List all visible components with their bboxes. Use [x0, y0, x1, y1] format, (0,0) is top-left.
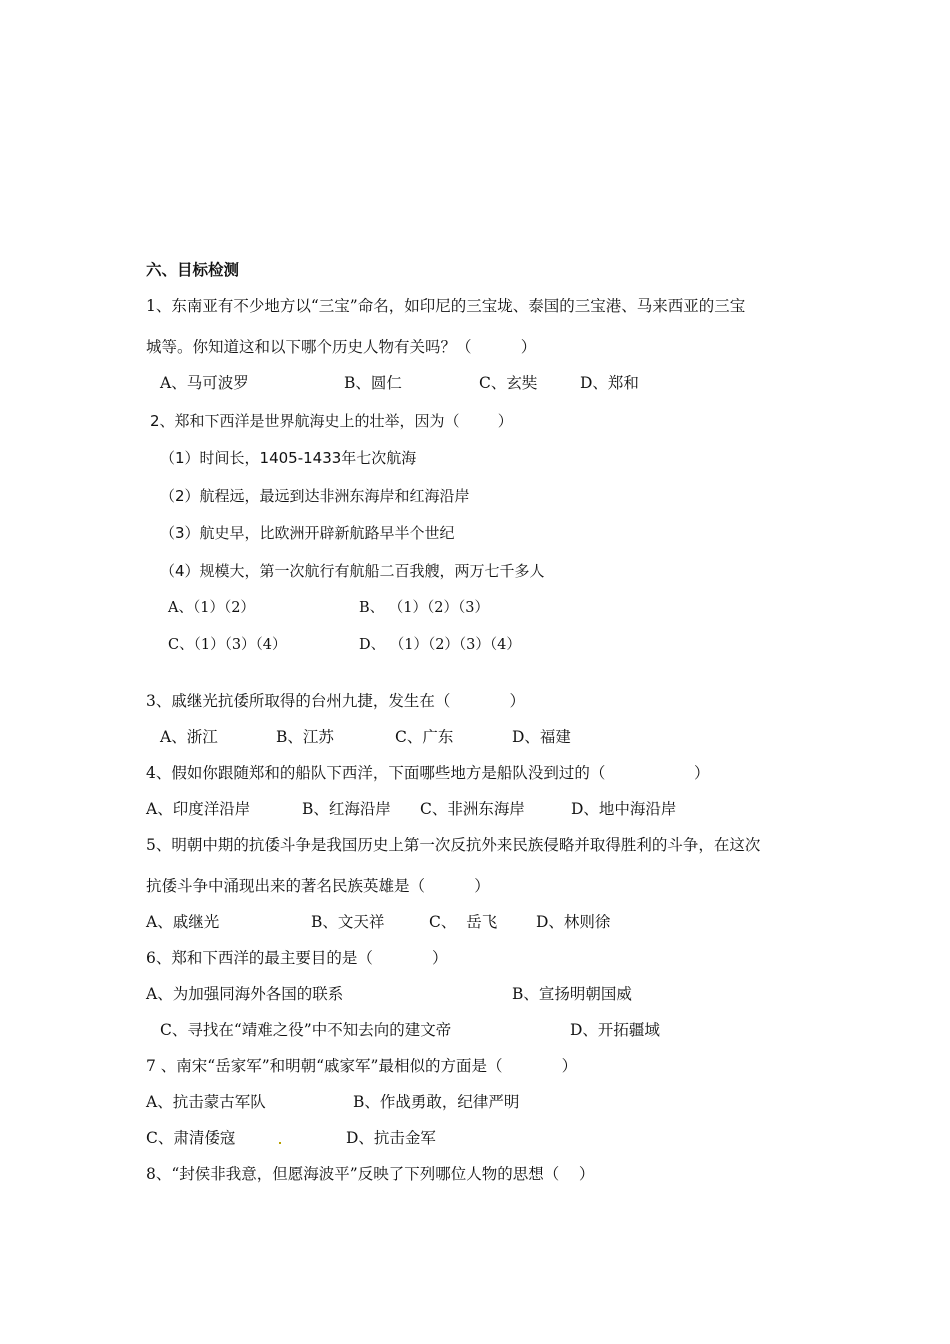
question-5-option-b: B、文天祥: [311, 913, 385, 931]
question-5-option-c: C、 岳飞: [429, 913, 498, 931]
question-1-option-a: A、马可波罗: [160, 374, 249, 392]
question-6-option-a: A、为加强同海外各国的联系: [146, 985, 344, 1003]
question-1-line-2: 城等。你知道这和以下哪个历史人物有关吗？（ ）: [146, 338, 537, 356]
question-2-option-b: B、 （1）（2）（3）: [359, 600, 489, 616]
question-7-option-c: C、肃清倭寇: [146, 1129, 236, 1147]
question-5-option-d: D、林则徐: [536, 913, 611, 931]
question-1-option-d: D、郑和: [580, 374, 639, 392]
question-6-option-d: D、开拓疆域: [570, 1021, 660, 1039]
question-4-option-b: B、红海沿岸: [302, 800, 391, 818]
question-6-option-b: B、宣扬明朝国威: [512, 985, 632, 1003]
question-3-option-c: C、广东: [395, 728, 454, 746]
question-4-option-d: D、地中海沿岸: [571, 800, 677, 818]
question-6-option-c: C、寻找在“靖难之役”中不知去向的建文帝: [160, 1021, 452, 1039]
question-7-option-a: A、抗击蒙古军队: [146, 1093, 266, 1111]
question-5-option-a: A、戚继光: [146, 913, 220, 931]
question-2-item-1: （1）时间长，1405-1433年七次航海: [160, 449, 417, 467]
question-2-item-4: （4）规模大，第一次航行有航船二百我艘，两万七千多人: [160, 562, 545, 580]
question-1-option-c: C、玄奘: [479, 374, 538, 392]
section-title: 六、目标检测: [146, 261, 240, 279]
question-5-line-1: 5、明朝中期的抗倭斗争是我国历史上第一次反抗外来民族侵略并取得胜利的斗争，在这次: [146, 836, 761, 854]
stray-mark: [279, 1142, 281, 1144]
question-3-option-a: A、浙江: [160, 728, 218, 746]
question-8-stem: 8、“封侯非我意，但愿海波平”反映了下列哪位人物的思想（ ）: [146, 1165, 595, 1183]
question-2-item-2: （2）航程远，最远到达非洲东海岸和红海沿岸: [160, 487, 470, 505]
question-4-option-a: A、印度洋沿岸: [146, 800, 251, 818]
question-2-option-c: C、（1）（3）（4）: [168, 637, 287, 653]
question-3-stem: 3、戚继光抗倭所取得的台州九捷，发生在（ ）: [146, 692, 525, 710]
question-7-option-d: D、抗击金军: [346, 1129, 436, 1147]
question-5-line-2: 抗倭斗争中涌现出来的著名民族英雄是（ ）: [146, 877, 490, 895]
question-3-option-b: B、江苏: [276, 728, 334, 746]
question-2-option-a: A、（1）（2）: [168, 600, 255, 616]
question-2-stem: 2、郑和下西洋是世界航海史上的壮举，因为（ ）: [150, 412, 513, 430]
question-6-stem: 6、郑和下西洋的最主要目的是（ ）: [146, 949, 448, 967]
question-3-option-d: D、福建: [512, 728, 571, 746]
question-7-stem: 7 、南宋“岳家军”和明朝“戚家军”最相似的方面是（ ）: [146, 1057, 578, 1075]
question-1-option-b: B、圆仁: [344, 374, 402, 392]
question-4-option-c: C、非洲东海岸: [420, 800, 525, 818]
question-2-item-3: （3）航史早，比欧洲开辟新航路早半个世纪: [160, 524, 455, 542]
question-1-line-1: 1、东南亚有不少地方以“三宝”命名，如印尼的三宝垅、泰国的三宝港、马来西亚的三宝: [146, 297, 746, 315]
question-4-stem: 4、假如你跟随郑和的船队下西洋，下面哪些地方是船队没到过的（ ）: [146, 764, 710, 782]
question-2-option-d: D、 （1）（2）（3）（4）: [359, 637, 521, 653]
question-7-option-b: B、作战勇敢，纪律严明: [353, 1093, 520, 1111]
